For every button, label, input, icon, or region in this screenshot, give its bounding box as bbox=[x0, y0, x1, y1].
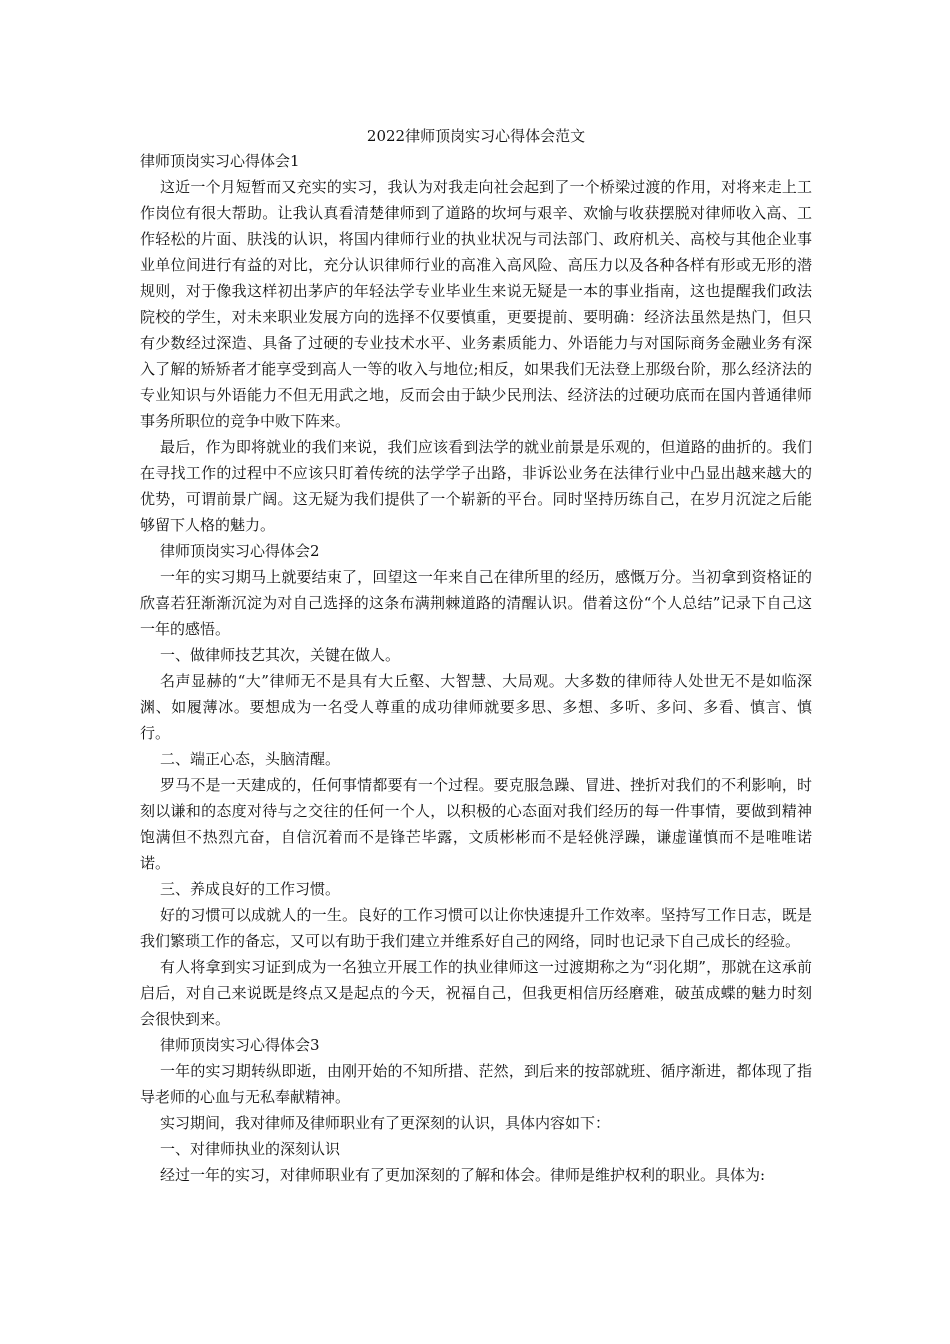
paragraph: 有人将拿到实习证到成为一名独立开展工作的执业律师这一过渡期称之为“羽化期”，那就在这承前启后，对自己来说既是终点又是起点的今天，祝福自己，但我更相信历经磨难，破茧成蝶的魅力时刻会很快到来。 bbox=[140, 958, 812, 1028]
paragraph: 这近一个月短暂而又充实的实习，我认为对我走向社会起到了一个桥梁过渡的作用，对将来走上工作岗位有很大帮助。让我认真看清楚律师到了道路的坎坷与艰辛、欢愉与收获摆脱对律师收入高、工作轻松的片面、肤浅的认识，将国内律师行业的执业状况与司法部门、政府机关、高校与其他企业事业单位间进行有益的对比，充分认识律师行业的高准入高风险、高压力以及各种各样有形或无形的潜规则，对于像我这样初出茅庐的年轻法学专业毕业生来说无疑是一本的事业指南，这也提醒我们政法院校的学生，对未来职业发展方向的选择不仅要慎重，更要提前、要明确：经济法虽然是热门，但只有少数经过深造、具备了过硬的专业技术水平、业务素质能力、外语能力与对国际商务金融业务有深入了解的矫矫者才能享受到高人一等的收入与地位;相反，如果我们无法登上那级台阶，那么经济法的专业知识与外语能力不但无用武之地，反而会由于缺少民刑法、经济法的过硬功底而在国内普通律师事务所职位的竞争中败下阵来。 bbox=[140, 178, 812, 430]
paragraph: 经过一年的实习，对律师职业有了更加深刻的了解和体会。律师是维护权利的职业。具体为: bbox=[160, 1166, 766, 1184]
sub-heading: 二、端正心态，头脑清醒。 bbox=[160, 750, 341, 768]
section-title-2: 律师顶岗实习心得体会2 bbox=[160, 542, 320, 560]
paragraph: 一年的实习期马上就要结束了，回望这一年来自己在律所里的经历，感慨万分。当初拿到资格证的欣喜若狂渐渐沉淀为对自己选择的这条布满荆棘道路的清醒认识。借着这份“个人总结”记录下自己这一年的感悟。 bbox=[140, 568, 812, 638]
paragraph: 罗马不是一天建成的，任何事情都要有一个过程。要克服急躁、冒进、挫折对我们的不利影响，时刻以谦和的态度对待与之交往的任何一个人，以积极的心态面对我们经历的每一件事情，要做到精神饱满但不热烈亢奋，自信沉着而不是锋芒毕露，文质彬彬而不是轻佻浮躁，谦虚谨慎而不是唯唯诺诺。 bbox=[140, 776, 812, 872]
document-title: 2022律师顶岗实习心得体会范文 bbox=[366, 127, 586, 145]
paragraph: 实习期间，我对律师及律师职业有了更深刻的认识，具体内容如下： bbox=[160, 1114, 611, 1132]
sub-heading: 一、做律师技艺其次，关键在做人。 bbox=[160, 646, 401, 664]
sub-heading: 三、养成良好的工作习惯。 bbox=[160, 880, 341, 898]
paragraph: 好的习惯可以成就人的一生。良好的工作习惯可以让你快速提升工作效率。坚持写工作日志，既是我们繁琐工作的备忘，又可以有助于我们建立并维系好自己的网络，同时也记录下自己成长的经验。 bbox=[140, 906, 812, 950]
sub-heading: 一、对律师执业的深刻认识 bbox=[160, 1140, 341, 1158]
paragraph: 最后，作为即将就业的我们来说，我们应该看到法学的就业前景是乐观的，但道路的曲折的。我们在寻找工作的过程中不应该只盯着传统的法学学子出路，非诉讼业务在法律行业中凸显出越来越大的优势，可谓前景广阔。这无疑为我们提供了一个崭新的平台。同时坚持历练自己，在岁月沉淀之后能够留下人格的魅力。 bbox=[140, 438, 812, 534]
paragraph: 一年的实习期转纵即逝，由刚开始的不知所措、茫然，到后来的按部就班、循序渐进，都体现了指导老师的心血与无私奉献精神。 bbox=[140, 1062, 812, 1106]
section-title-3: 律师顶岗实习心得体会3 bbox=[160, 1036, 320, 1054]
section-title-1: 律师顶岗实习心得体会1 bbox=[140, 152, 300, 170]
document-page bbox=[140, 124, 812, 1188]
paragraph: 名声显赫的“大”律师无不是具有大丘壑、大智慧、大局观。大多数的律师待人处世无不是如临深渊、如履薄冰。要想成为一名受人尊重的成功律师就要多思、多想、多听、多问、多看、慎言、慎行。 bbox=[140, 672, 812, 742]
